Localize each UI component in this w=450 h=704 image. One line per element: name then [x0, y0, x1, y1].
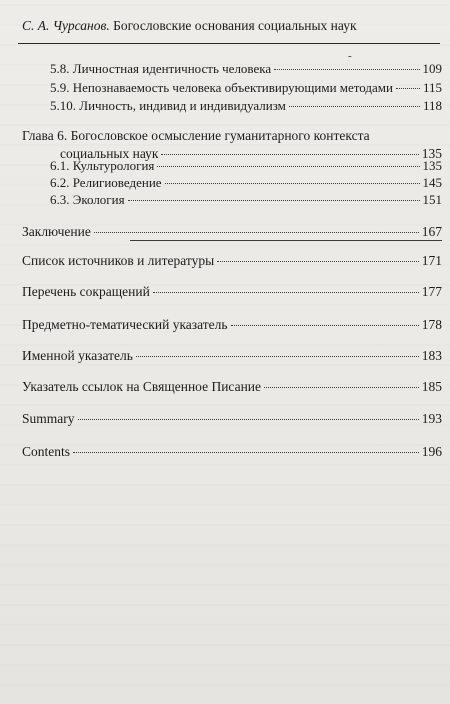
dot-leader	[289, 106, 420, 107]
toc-entry-page: 183	[421, 348, 442, 363]
toc-entry-label: социальных наук	[60, 146, 159, 161]
toc-entry-label: 5.9. Непознаваемость человека объективирующими методами	[50, 80, 393, 95]
toc-entry-subject-index[interactable]	[22, 318, 442, 332]
toc-entry-abbreviations[interactable]	[22, 285, 442, 299]
stray-mark: -	[348, 50, 352, 62]
toc-entry-contents[interactable]	[22, 445, 442, 459]
dot-leader	[153, 292, 419, 293]
toc-entry-5-8[interactable]	[50, 62, 442, 75]
toc-entry-label: Заключение	[22, 224, 91, 239]
running-head-title: Богословские основания социальных наук	[113, 18, 357, 33]
toc-entry-label: Список источников и литературы	[22, 253, 215, 268]
toc-entry-page: 109	[422, 61, 442, 76]
dot-leader	[217, 261, 419, 262]
toc-entry-page: 196	[421, 444, 442, 459]
dot-leader	[136, 356, 419, 357]
toc-entry-5-10[interactable]	[50, 99, 442, 112]
toc-entry-page: 135	[422, 158, 442, 173]
toc-entry-page: 178	[421, 317, 442, 332]
running-head	[22, 18, 432, 34]
toc-entry-name-index[interactable]	[22, 349, 442, 363]
toc-entry-page: 167	[421, 224, 442, 239]
header-rule	[18, 43, 440, 44]
toc-entry-label: Перечень сокращений	[22, 284, 150, 299]
toc-entry-label: Предметно-тематический указатель	[22, 317, 228, 332]
toc-entry-label: Указатель ссылок на Священное Писание	[22, 379, 262, 394]
running-head-author: С. А. Чурсанов.	[22, 18, 110, 33]
toc-entry-label: 6.3. Экология	[50, 192, 125, 207]
toc-chapter-6-line1[interactable]: Глава 6. Богословское осмысление гуманитарного контекста	[22, 128, 370, 143]
toc-entry-page: 151	[422, 192, 442, 207]
printed-rule	[130, 240, 442, 241]
toc-entry-6-1[interactable]	[50, 159, 442, 172]
toc-entry-label: Summary	[22, 411, 75, 426]
toc-entry-page: 135	[421, 146, 442, 161]
dot-leader	[157, 166, 419, 167]
toc-entry-page: 171	[421, 253, 442, 268]
dot-leader	[73, 452, 419, 453]
dot-leader	[78, 419, 419, 420]
dot-leader	[274, 69, 419, 70]
toc-entry-label: 6.2. Религиоведение	[50, 175, 162, 190]
toc-entry-label: 6.1. Культурология	[50, 158, 155, 173]
toc-entry-5-9[interactable]	[50, 81, 442, 94]
toc-entry-conclusion[interactable]	[22, 225, 442, 239]
dot-leader	[161, 154, 418, 155]
toc-entry-label: Именной указатель	[22, 348, 133, 363]
toc-entry-sources[interactable]	[22, 254, 442, 268]
toc-entry-scripture-index[interactable]	[22, 380, 442, 394]
dot-leader	[165, 183, 420, 184]
toc-entry-label: 5.10. Личность, индивид и индивидуализм	[50, 98, 286, 113]
toc-entry-page: 185	[421, 379, 442, 394]
toc-entry-page: 193	[421, 411, 442, 426]
dot-leader	[396, 88, 420, 89]
toc-entry-label: 5.8. Личностная идентичность человека	[50, 61, 272, 76]
dot-leader	[128, 200, 420, 201]
dot-leader	[231, 325, 419, 326]
dot-leader	[264, 387, 419, 388]
toc-entry-page: 145	[422, 175, 442, 190]
toc-entry-page: 177	[421, 284, 442, 299]
toc-entry-page: 115	[422, 80, 442, 95]
dot-leader	[94, 232, 419, 233]
toc-entry-6-3[interactable]	[50, 193, 442, 206]
toc-entry-label: Contents	[22, 444, 71, 459]
toc-entry-page: 118	[422, 98, 442, 113]
toc-entry-summary[interactable]	[22, 412, 442, 426]
toc-entry-6-2[interactable]	[50, 176, 442, 189]
